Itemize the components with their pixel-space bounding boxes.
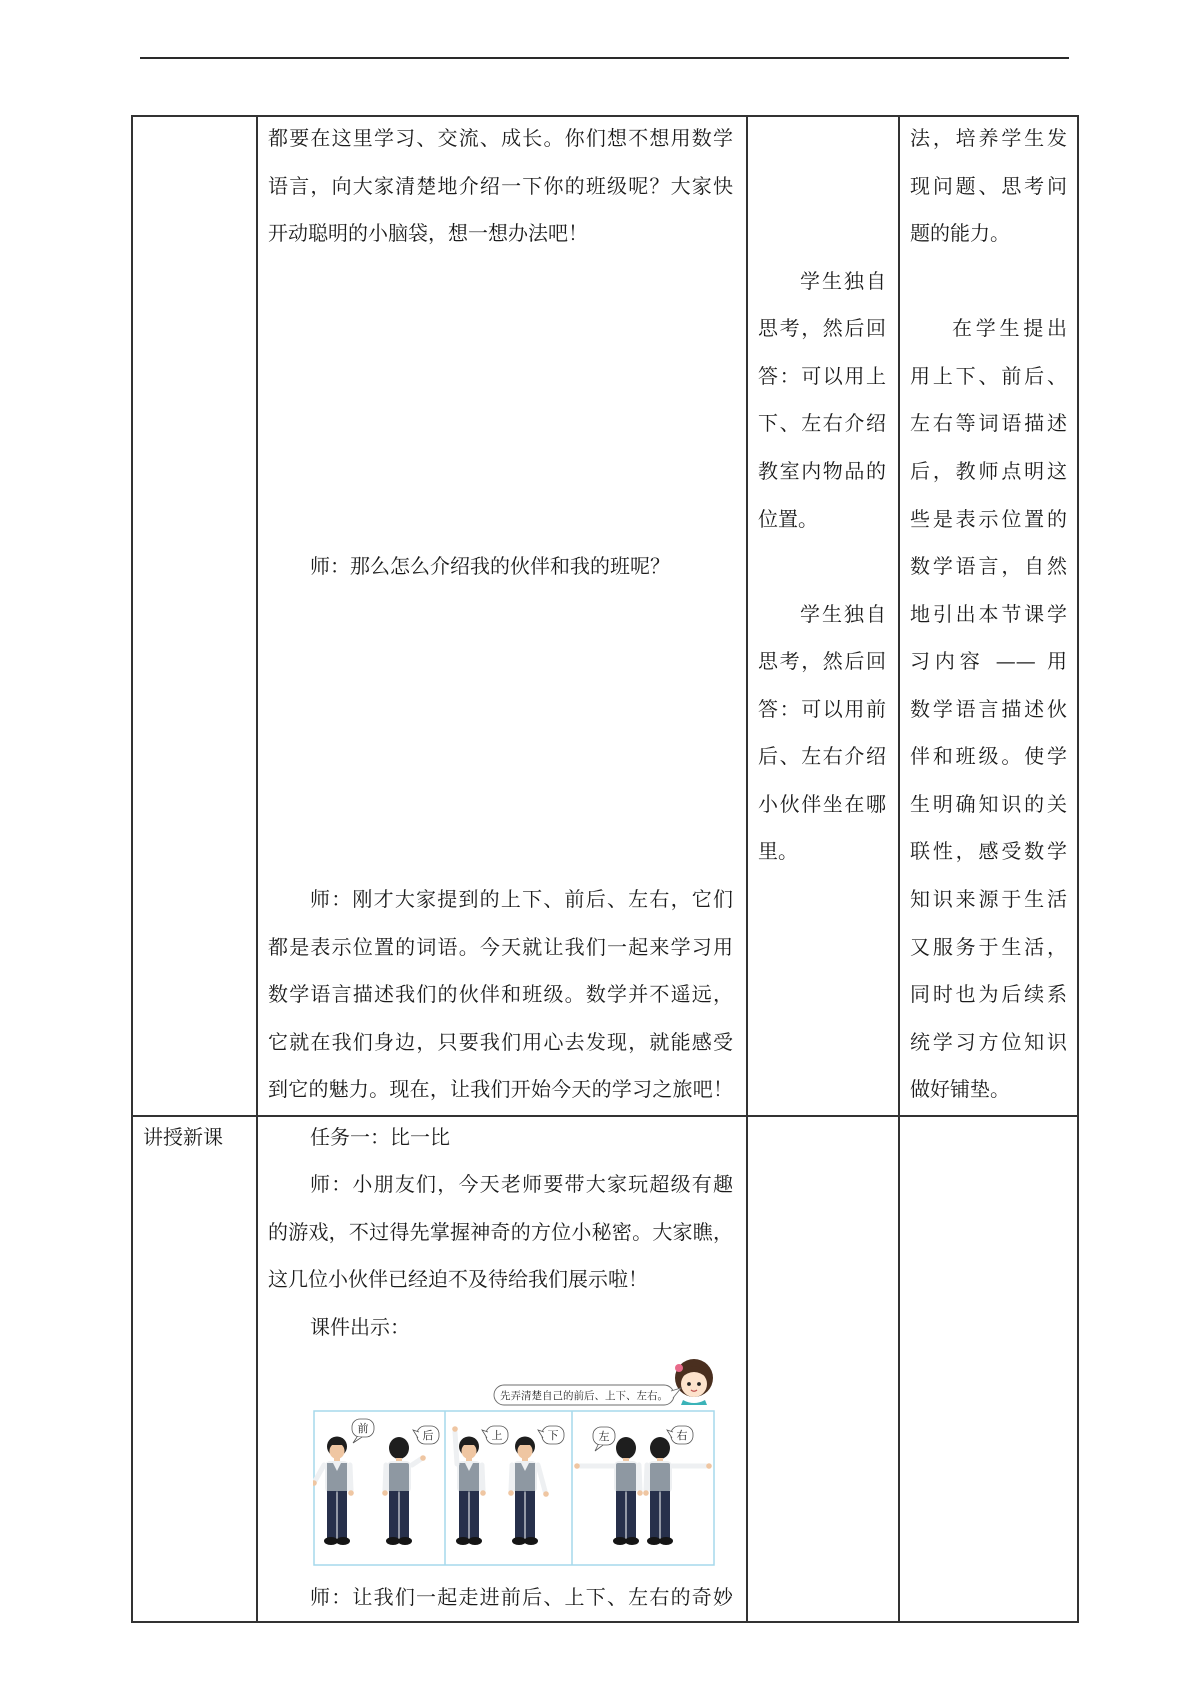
design-intent-line: 伴和班级。使学 bbox=[910, 744, 1067, 769]
student-activity-line: 小伙伴坐在哪 bbox=[758, 791, 886, 816]
design-intent-line: 地引出本节课学 bbox=[910, 601, 1067, 626]
design-intent-line: 些是表示位置的 bbox=[910, 506, 1067, 531]
lesson-content-line: 的游戏，不过得先掌握神奇的方位小秘密。大家瞧， bbox=[268, 1219, 733, 1244]
lesson-content-line: 都是表示位置的词语。今天就让我们一起来学习用 bbox=[268, 934, 733, 959]
design-intent-line: 又服务于生活， bbox=[910, 934, 1067, 959]
student-activity-line: 答：可以用前 bbox=[758, 696, 886, 721]
design-intent-line: 同时也为后续系 bbox=[910, 982, 1067, 1007]
lesson-content-line: 师：那么怎么介绍我的伙伴和我的班呢？ bbox=[310, 554, 670, 578]
lesson-content-line: 师：刚才大家提到的上下、前后、左右，它们 bbox=[310, 887, 733, 911]
student-activity-line: 里。 bbox=[758, 839, 798, 864]
column-divider-3 bbox=[898, 115, 900, 1622]
courseware-figure bbox=[313, 1358, 718, 1570]
courseware-label: 课件出示： bbox=[310, 1315, 410, 1339]
label-left: 左 bbox=[598, 1430, 610, 1443]
student-activity-line: 位置。 bbox=[758, 506, 818, 531]
label-back: 后 bbox=[422, 1429, 434, 1442]
student-activity-line: 思考，然后回 bbox=[758, 649, 886, 674]
design-intent-line: 数学语言，自然 bbox=[910, 554, 1067, 578]
design-intent-line: 在学生提出 bbox=[952, 316, 1067, 341]
label-down: 下 bbox=[547, 1429, 559, 1442]
design-intent-line: 现问题、思考问 bbox=[910, 173, 1067, 198]
lesson-content-line: 师：小朋友们，今天老师要带大家玩超级有趣 bbox=[310, 1172, 733, 1197]
design-intent-line: 用上下、前后、 bbox=[910, 363, 1067, 388]
lesson-content-line: 这几位小伙伴已经迫不及待给我们展示啦！ bbox=[268, 1267, 648, 1292]
design-intent-line: 知识来源于生活 bbox=[910, 887, 1067, 911]
column-divider-1 bbox=[256, 115, 258, 1622]
design-intent-line: 数学语言描述伙 bbox=[910, 696, 1067, 721]
student-activity-line: 下、左右介绍 bbox=[758, 411, 886, 436]
label-front: 前 bbox=[357, 1422, 369, 1435]
column-divider-2 bbox=[746, 115, 748, 1622]
label-up: 上 bbox=[491, 1429, 503, 1442]
header-rule bbox=[140, 57, 1069, 59]
design-intent-line: 做好铺垫。 bbox=[910, 1077, 1010, 1102]
student-activity-line: 后、左右介绍 bbox=[758, 744, 886, 769]
lesson-content-line: 数学语言描述我们的伙伴和班级。数学并不遥远， bbox=[268, 982, 733, 1007]
student-activity-line: 教室内物品的 bbox=[758, 458, 886, 483]
design-intent-line: 左右等词语描述 bbox=[910, 411, 1067, 436]
student-activity-line: 思考，然后回 bbox=[758, 316, 886, 341]
design-intent-line: 生明确知识的关 bbox=[910, 791, 1067, 816]
caption-text: 先弄清楚自己的前后、上下、左右。 bbox=[500, 1390, 668, 1402]
task-title: 任务一：比一比 bbox=[310, 1124, 450, 1149]
label-right: 右 bbox=[676, 1429, 688, 1442]
lesson-content-line: 到它的魅力。现在，让我们开始今天的学习之旅吧！ bbox=[268, 1077, 733, 1102]
lesson-content-line: 都要在这里学习、交流、成长。你们想不想用数学 bbox=[268, 126, 733, 150]
table-border-left bbox=[131, 115, 133, 1622]
lesson-content-line: 开动聪明的小脑袋，想一想办法吧！ bbox=[268, 221, 588, 246]
design-intent-line: 题的能力。 bbox=[910, 221, 1010, 246]
design-intent-line: 统学习方位知识 bbox=[910, 1029, 1067, 1054]
design-intent-line: 后，教师点明这 bbox=[910, 458, 1067, 483]
student-activity-line: 学生独自 bbox=[800, 268, 886, 293]
design-intent-line: 习内容 —— 用 bbox=[910, 649, 1067, 674]
lesson-content-line: 师：让我们一起走进前后、上下、左右的奇妙 bbox=[310, 1585, 733, 1609]
lesson-content-line: 它就在我们身边，只要我们用心去发现，就能感受 bbox=[268, 1029, 733, 1054]
stage-label: 讲授新课 bbox=[143, 1124, 223, 1149]
design-intent-line: 联性，感受数学 bbox=[910, 839, 1067, 864]
teacher-avatar-icon bbox=[675, 1359, 713, 1405]
table-border-right bbox=[1077, 115, 1079, 1622]
student-activity-line: 学生独自 bbox=[800, 601, 886, 626]
student-activity-line: 答：可以用上 bbox=[758, 363, 886, 388]
lesson-content-line: 语言，向大家清楚地介绍一下你的班级呢？大家快 bbox=[268, 173, 733, 198]
caption-bubble bbox=[494, 1385, 681, 1405]
design-intent-line: 法，培养学生发 bbox=[910, 126, 1067, 150]
